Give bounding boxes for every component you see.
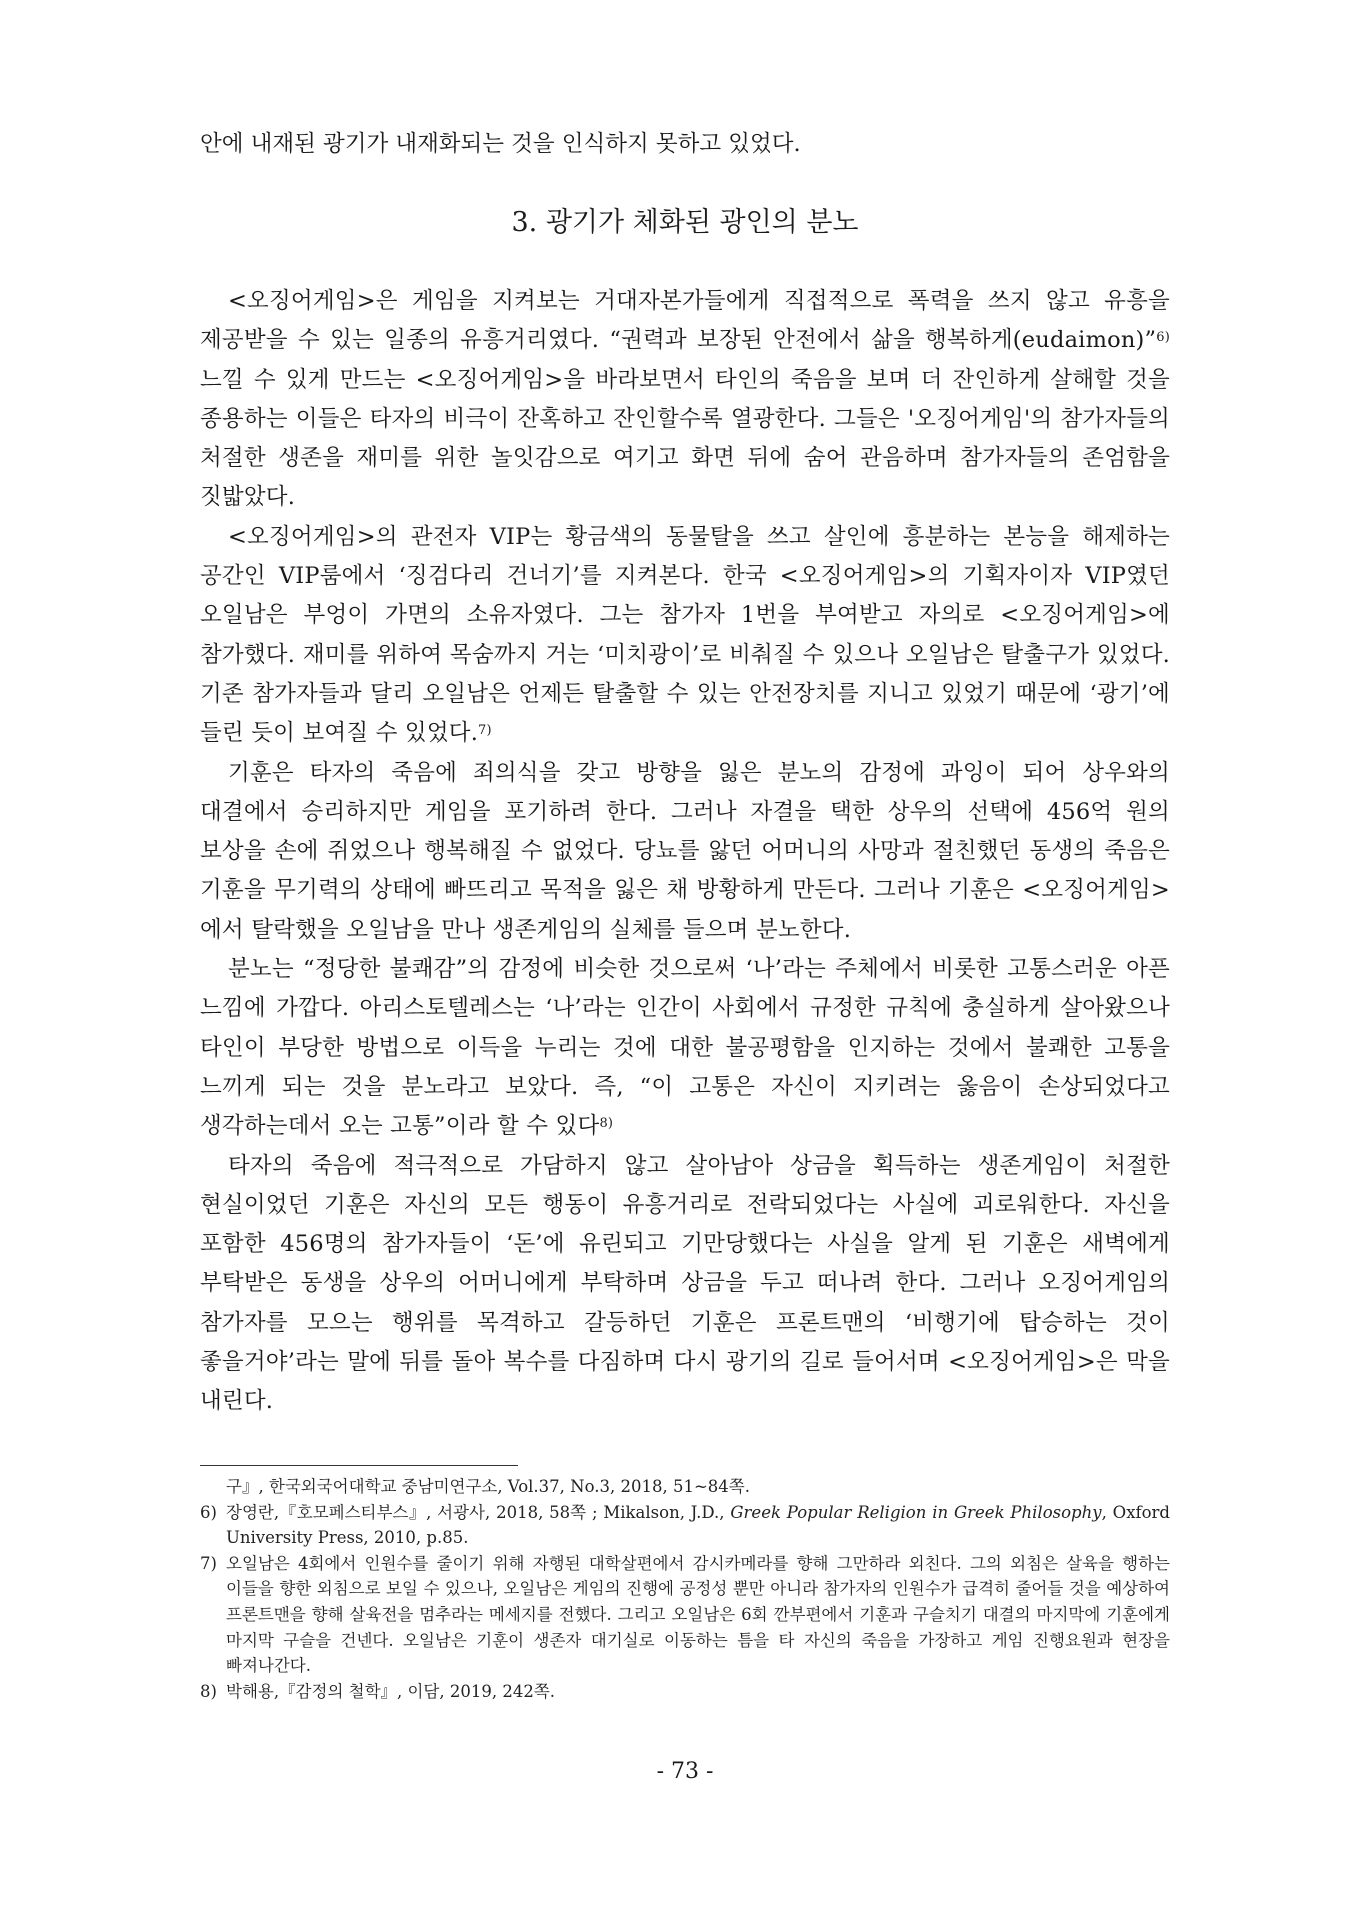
footnote-continuation — [200, 1474, 1170, 1500]
paragraph-text: 타자의 죽음에 적극적으로 가담하지 않고 살아남아 상금을 획득하는 생존게임이 처절한 현실이었던 기훈은 자신의 모든 행동이 유흥거리로 전락되었다는 사실에 괴로워한다. 자신을 포함한 456명의 참가자들이 ‘돈’에 유린되고 기만당했다는 사실을 알게 된 기훈은 새벽에게 부탁받은 동생을 상우의 어머니에게 부탁하며 상금을 두고 떠나려 한다. 그러나 오징어게임의 참가자를 모으는 행위를 목격하고 갈등하던 기훈은 프론트맨의 ‘비행기에 탑승하는 것이 좋을거야’라는 말에 뒤를 돌아 복수를 다짐하며 다시 광기의 길로 들어서며 <오징어게임>은 막을 내린다. — [200, 1152, 1170, 1415]
body-text — [200, 282, 1170, 1422]
footnote-citation: 장영란,『호모페스티부스』, 서광사, 2018, 58쪽 ; Mikalson, J.D., — [226, 1502, 731, 1522]
footnote-mark: 6) — [200, 1502, 217, 1522]
footnote-publisher: , Oxford University Press, 2010, p.85. — [226, 1502, 1170, 1548]
paragraph-text: 분노는 “정당한 불쾌감”의 감정에 비슷한 것으로써 ‘나’라는 주체에서 비롯한 고통스러운 아픈 느낌에 가깝다. 아리스토텔레스는 ‘나’라는 인간이 사회에서 규정한 규칙에 충실하게 살아왔으나 타인이 부당한 방법으로 이득을 누리는 것에 대한 불공평함을 인지하는 것에서 불쾌한 고통을 느끼게 되는 것을 분노라고 보았다. 즉, “이 고통은 자신이 지키려는 옳음이 손상되었다고 생각하는데서 오는 고통”이라 할 수 있다 — [200, 956, 1170, 1140]
footnote-text — [226, 1500, 1170, 1551]
footnotes — [200, 1474, 1170, 1704]
footnote-mark: 7) — [200, 1553, 217, 1573]
footnote-6 — [200, 1500, 1170, 1551]
footnote-ref: 6) — [1156, 330, 1170, 346]
paragraph-text: <오징어게임>은 게임을 지켜보는 거대자본가들에게 직접적으로 폭력을 쓰지 않고 유흥을 제공받을 수 있는 일종의 유흥거리였다. “권력과 보장된 안전에서 삶을 행복하게(eudaimon)” — [200, 288, 1170, 354]
paragraph-text: <오징어게임>의 관전자 VIP는 황금색의 동물탈을 쓰고 살인에 흥분하는 본능을 해제하는 공간인 VIP룸에서 ‘징검다리 건너기’를 지켜본다. 한국 <오징어게임>의 기획자이자 VIP였던 오일남은 부엉이 가면의 소유자였다. 그는 참가자 1번을 부여받고 자의로 <오징어게임>에 참가했다. 재미를 위하여 목숨까지 거는 ‘미치광이’로 비춰질 수 있으나 오일남은 탈출구가 있었다. 기존 참가자들과 달리 오일남은 언제든 탈출할 수 있는 안전장치를 지니고 있었기 때문에 ‘광기’에 들린 듯이 보여질 수 있었다. — [200, 523, 1170, 747]
footnote-text: 박해용,『감정의 철학』, 이담, 2019, 242쪽. — [226, 1681, 556, 1701]
page-number: - 73 - — [656, 1759, 714, 1784]
footnote-text: 구』, 한국외국어대학교 중남미연구소, Vol.37, No.3, 2018, 51~84쪽. — [226, 1477, 750, 1496]
paragraph — [200, 950, 1170, 1146]
footnote-ref: 7) — [478, 723, 492, 739]
section-title: 3. 광기가 체화된 광인의 분노 — [511, 207, 859, 238]
paragraph — [200, 282, 1170, 518]
paragraph-text: 느낄 수 있게 만드는 <오징어게임>을 바라보면서 타인의 죽음을 보며 더 잔인하게 살해할 것을 종용하는 이들은 타자의 비극이 잔혹하고 잔인할수록 열광한다. 그들은 '오징어게임'의 참가자들의 처절한 생존을 재미를 위한 놀잇감으로 여기고 화면 뒤에 숨어 관음하며 참가자들의 존엄함을 짓밟았다. — [200, 366, 1170, 511]
footnote-7 — [200, 1551, 1170, 1679]
document-page — [200, 0, 1170, 1920]
footnote-ref: 8) — [599, 1116, 614, 1132]
paragraph — [200, 1147, 1170, 1422]
footnote-8 — [200, 1679, 1170, 1705]
footnote-text: 오일남은 4회에서 인원수를 줄이기 위해 자행된 대학살편에서 감시카메라를 향해 그만하라 외친다. 그의 외침은 살육을 행하는 이들을 향한 외침으로 보일 수 있으나, 오일남은 게임의 진행에 공정성 뿐만 아니라 참가자의 인원수가 급격히 줄어들 것을 예상하여 프론트맨을 향해 살육전을 멈추라는 메세지를 전했다. 그리고 오일남은 6회 깐부편에서 기훈과 구슬치기 대결의 마지막에 기훈에게 마지막 구슬을 건넨다. 오일남은 기훈이 생존자 대기실로 이동하는 틈을 타 자신의 죽음을 가장하고 게임 진행요원과 현장을 빠져나간다. — [226, 1553, 1170, 1676]
paragraph-text: 기훈은 타자의 죽음에 죄의식을 갖고 방향을 잃은 분노의 감정에 과잉이 되어 상우와의 대결에서 승리하지만 게임을 포기하려 한다. 그러나 자결을 택한 상우의 선택에 456억 원의 보상을 손에 쥐었으나 행복해질 수 없었다. 당뇨를 앓던 어머니의 사망과 절친했던 동생의 죽음은 기훈을 무기력의 상태에 빠뜨리고 목적을 잃은 채 방황하게 만든다. 그러나 기훈은 <오징어게임>에서 탈락했을 오일남을 만나 생존게임의 실체를 들으며 분노한다. — [200, 759, 1170, 943]
lead-text: 안에 내재된 광기가 내재화되는 것을 인식하지 못하고 있었다. — [200, 131, 801, 157]
footnote-divider — [200, 1465, 518, 1466]
footnote-mark: 8) — [200, 1681, 217, 1701]
paragraph — [200, 518, 1170, 754]
paragraph — [200, 754, 1170, 950]
footnote-book-title: Greek Popular Religion in Greek Philosophy — [730, 1502, 1102, 1522]
